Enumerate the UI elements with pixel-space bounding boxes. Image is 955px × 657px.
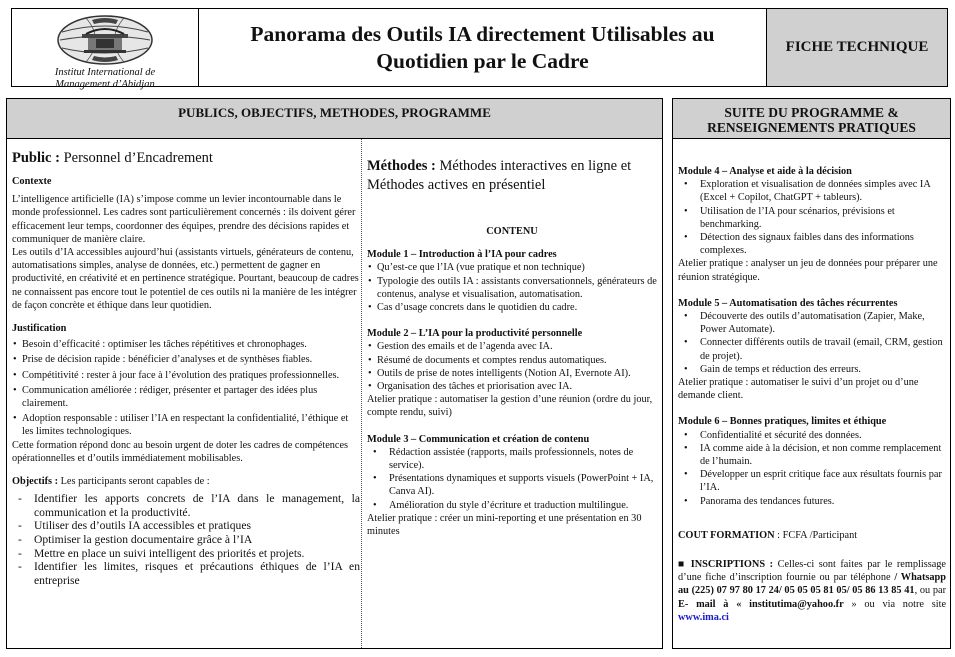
justification-item: • Adoption responsable : utiliser l’IA en respectant la confidentialité, l’éthique et les limites technologiques.: [12, 412, 360, 438]
logo-cell: [11, 8, 199, 90]
module-item: • Utilisation de l’IA pour scénarios, prévisions et benchmarking.: [678, 205, 946, 231]
inscriptions-text-2: , ou par: [914, 585, 946, 597]
objectif-item: - Optimiser la gestion documentaire grâce à l’IA: [12, 533, 360, 547]
inscriptions-text: Celles-ci sont faites par le remplissage d’une fiche d’inscription fournie ou par téléphone: [678, 559, 947, 584]
module-3-list: [367, 446, 657, 512]
institute-name-line1: Institut International de: [54, 67, 156, 78]
contexte-heading: Contexte: [12, 176, 52, 187]
module-item: • Typologie des outils IA : assistants conversationnels, générateurs de contenus, analyse et visualisation, automatisation.: [367, 275, 657, 301]
square-bullet-icon: ■: [678, 559, 687, 571]
methodes-value: Méthodes interactives en ligne et Méthodes actives en présentiel: [367, 158, 632, 193]
module-item: • Confidentialité et sécurité des données.: [678, 429, 946, 442]
right-heading-line2: RENSEIGNEMENTS PRATIQUES: [707, 120, 916, 135]
module-4-list: [678, 178, 946, 257]
module-item: • Connecter différents outils de travail (email, CRM, gestion de projet).: [678, 336, 946, 362]
module-2-atelier: Atelier pratique : automatiser la gestion d’une réunion (ordre du jour, compte rendu, suivi): [367, 394, 653, 419]
module-item: • Outils de prise de notes intelligents (Notion AI, Evernote AI).: [367, 367, 657, 380]
left-column: [12, 149, 360, 587]
module-item: • Rédaction assistée (rapports, mails professionnels, notes de service).: [367, 446, 657, 472]
fiche-technique-cell: [766, 8, 948, 87]
cout-formation: [678, 529, 946, 542]
module-4-title: Module 4 – Analyse et aide à la décision: [678, 166, 852, 177]
module-6-list: [678, 429, 946, 508]
objectif-item: - Identifier les limites, risques et précautions éthiques de l’IA en entreprise: [12, 560, 360, 587]
justification-heading: Justification: [12, 323, 67, 335]
module-3-title: Module 3 – Communication et création de contenu: [367, 433, 590, 445]
justification-item: • Communication améliorée : rédiger, présenter et partager des idées plus clairement.: [12, 384, 360, 410]
module-4-atelier: Atelier pratique : analyser un jeu de données pour préparer une réunion stratégique.: [678, 258, 938, 283]
right-panel-heading: [673, 99, 950, 139]
contenu-heading: CONTENU: [486, 226, 538, 237]
institute-name: [12, 67, 198, 91]
cout-value: : FCFA /Participant: [777, 529, 858, 541]
left-panel: [6, 98, 663, 649]
module-item: • IA comme aide à la décision, et non comme remplacement de l’humain.: [678, 442, 946, 468]
title-line1: Panorama des Outils IA directement Utilisables au: [250, 21, 715, 46]
module-item: • Panorama des tendances futures.: [678, 495, 946, 508]
document-title: [198, 8, 767, 87]
module-2-list: [367, 340, 657, 393]
objectifs-line: [12, 475, 360, 488]
module-item: • Organisation des tâches et priorisation avec IA.: [367, 380, 657, 393]
left-panel-heading: PUBLICS, OBJECTIFS, METHODES, PROGRAMME: [7, 99, 662, 139]
module-item: • Exploration et visualisation de données simples avec IA (Excel + Copilot, ChatGPT + tableurs).: [678, 178, 946, 204]
objectif-item: - Mettre en place un suivi intelligent des priorités et projets.: [12, 547, 360, 561]
institute-name-line2: Management d’Abidjan: [55, 79, 155, 90]
module-6-title: Module 6 – Bonnes pratiques, limites et éthique: [678, 416, 887, 428]
fiche-technique-label: FICHE TECHNIQUE: [785, 39, 929, 55]
module-5-list: [678, 310, 946, 376]
inscriptions-block: [678, 558, 946, 624]
module-item: • Détection des signaux faibles dans des informations complexes.: [678, 231, 946, 257]
module-1-list: [367, 261, 657, 314]
inscriptions-text-3: » ou via notre site: [851, 598, 947, 610]
module-item: • Découverte des outils d’automatisation (Zapier, Make, Power Automate).: [678, 310, 946, 336]
objectifs-intro: Les participants seront capables de :: [60, 476, 210, 488]
module-5-atelier: Atelier pratique : automatiser le suivi d’un projet ou d’une demande client.: [678, 377, 919, 402]
module-item: • Cas d’usage concrets dans le quotidien du cadre.: [367, 301, 657, 314]
contexte-paragraph-1: L’intelligence artificielle (IA) s’impose comme un levier incontournable dans le monde professionnel. Les cadres sont particulièrement concernés : ils doivent gérer efficacement leur temps, coordonner des équipes, prendre des décisions rapides et communiquer de manière claire.: [12, 194, 356, 245]
right-panel: [672, 98, 951, 649]
justification-conclusion: Cette formation répond donc au besoin urgent de doter les cadres de compétences opérationnelles et d’outils immédiatement mobilisables.: [12, 439, 349, 464]
justification-list: [12, 338, 360, 438]
public-value: Personnel d’Encadrement: [63, 150, 213, 166]
module-item: • Développer un esprit critique face aux résultats fournis par l’IA.: [678, 468, 946, 494]
module-3-atelier: Atelier pratique : créer un mini-reporting et une présentation en 30 minutes: [367, 512, 642, 538]
inscriptions-label: INSCRIPTIONS :: [690, 559, 774, 571]
column-divider: [361, 139, 362, 648]
module-item: • Présentations dynamiques et supports visuels (PowerPoint + IA, Canva AI).: [367, 472, 657, 498]
right-column: [678, 165, 946, 624]
email-address[interactable]: institutima@yahoo.fr: [749, 598, 844, 610]
cout-label: COUT FORMATION: [678, 529, 775, 541]
email-label: E- mail à «: [678, 598, 742, 610]
phone-numbers[interactable]: / Whatsapp au (225) 07 97 80 17 24/ 05 05 05 81 05/ 05 86 13 85 41: [678, 572, 946, 597]
justification-item: • Prise de décision rapide : bénéficier d’analyses et de synthèses fiables.: [12, 353, 360, 366]
middle-column: [367, 157, 657, 538]
objectif-item: - Utiliser des d’outils IA accessibles et pratiques: [12, 519, 360, 533]
objectifs-label: Objectifs :: [12, 476, 59, 488]
module-1-title: Module 1 – Introduction à l’IA pour cadres: [367, 249, 557, 261]
website-link[interactable]: www.ima.ci: [678, 611, 729, 623]
public-label: Public :: [12, 150, 60, 166]
right-heading-line1: SUITE DU PROGRAMME &: [724, 105, 899, 120]
module-5-title: Module 5 – Automatisation des tâches récurrentes: [678, 297, 898, 309]
module-item: • Gestion des emails et de l’agenda avec IA.: [367, 340, 657, 353]
title-line2: Quotidien par le Cadre: [376, 48, 589, 73]
module-item: • Qu’est-ce que l’IA (vue pratique et non technique): [367, 261, 657, 274]
objectifs-list: [12, 492, 360, 587]
module-item: • Amélioration du style d’écriture et traduction multilingue.: [367, 499, 657, 512]
justification-item: • Besoin d’efficacité : optimiser les tâches répétitives et chronophages.: [12, 338, 360, 351]
module-2-title: Module 2 – L’IA pour la productivité personnelle: [367, 328, 583, 340]
contexte-paragraph-2: Les outils d’IA accessibles aujourd’hui (assistants virtuels, générateurs de contenu, automatisations simples, analyse de données, etc.) permettent de gagner en productivité, en créativité et en pertinence stratégique. Pourtant, beaucoup de cadres ne connaissent pas encore tout le potentiel de ces outils ni la manière de les intégrer de façon concrète et éthique dans leur quotidien.: [12, 247, 359, 311]
module-item: • Gain de temps et réduction des erreurs.: [678, 363, 946, 376]
module-item: • Résumé de documents et comptes rendus automatiques.: [367, 354, 657, 367]
methodes-label: Méthodes :: [367, 158, 436, 174]
objectif-item: - Identifier les apports concrets de l’IA dans le management, la communication et la productivité.: [12, 492, 360, 519]
methodes-line: [367, 157, 657, 195]
public-line: [12, 149, 360, 168]
justification-item: • Compétitivité : rester à jour face à l’évolution des pratiques professionnelles.: [12, 369, 360, 382]
ima-logo-icon: [56, 14, 154, 66]
